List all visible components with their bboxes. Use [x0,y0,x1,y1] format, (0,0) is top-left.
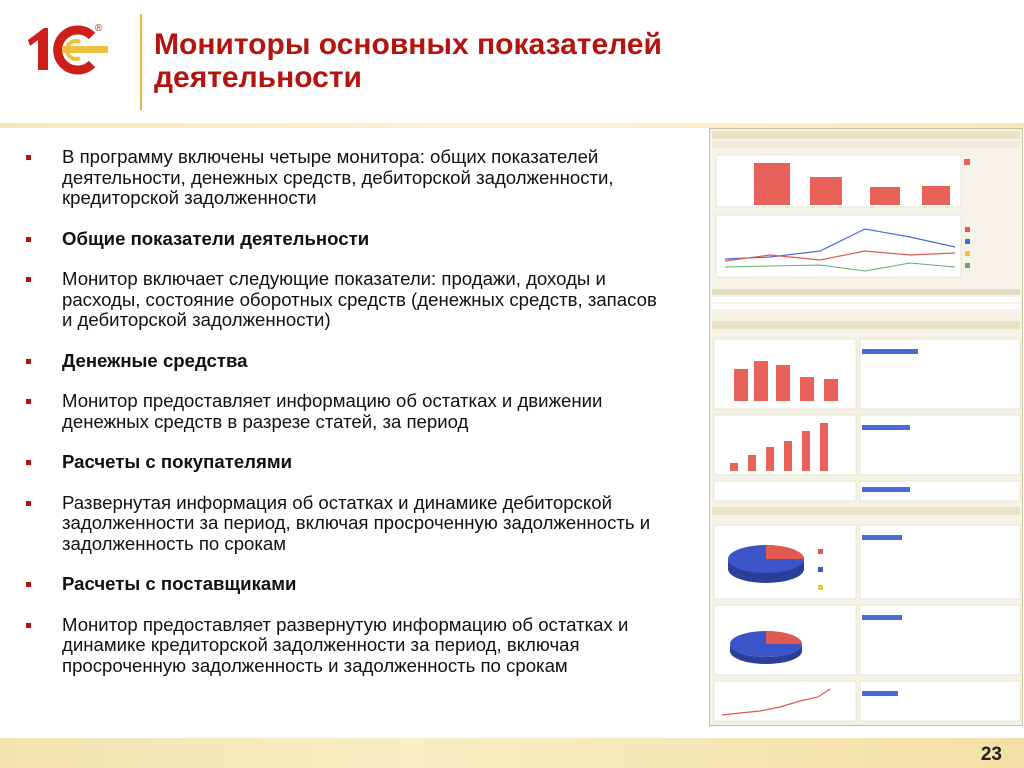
bullet-square-icon [26,501,31,506]
bullet-square-icon [26,623,31,628]
bullet-square-icon [26,582,31,587]
bullet-text: Расчеты с поставщиками [62,573,297,594]
bullet-text: Общие показатели деятельности [62,227,370,249]
bullet-item [22,391,662,432]
bullet-square-icon [26,399,31,404]
bullet-item [22,493,662,555]
bullet-square-icon [26,460,31,465]
bullet-list [22,147,662,676]
bullet-item [22,574,662,595]
bullet-square-icon [26,237,31,242]
bullet-square-icon [26,155,31,160]
receivables-aging-pie [730,631,802,664]
footer-band [0,738,1024,768]
receivables-pie-chart [728,545,804,583]
bullet-text: В программу включены четыре монитора: общих показателей деятельности, денежных средств, дебиторской задолженности, кредиторской задолженности [62,146,614,208]
bullet-square-icon [26,277,31,282]
bullet-text: Монитор предоставляет информацию об остатках и движении денежных средств в разрезе статей, за период [62,390,603,432]
title-line-2: деятельности [154,61,362,94]
bullet-text: Расчеты с покупателями [62,451,293,472]
logo-registered-mark: ® [95,23,103,34]
logo-1c [18,22,118,76]
title-divider [140,14,142,110]
bullet-item [22,452,662,473]
bullet-text: Денежные средства [62,349,248,371]
bullet-item [22,147,662,209]
bullet-square-icon [26,359,31,364]
bullet-text: Монитор включает следующие показатели: продажи, доходы и расходы, состояние оборотных средств (денежных средств, запасов и дебиторской задолженности) [62,268,657,330]
page-number: 23 [980,744,1002,765]
bullet-item [22,269,662,331]
bullet-item [22,351,662,372]
bullet-item [22,615,662,677]
bullet-item [22,229,662,250]
bullet-text: Монитор предоставляет развернутую информацию об остатках и динамике кредиторской задолженности за период, включая просроченную задолженность и задолженность по срокам [62,613,629,676]
monitor-screenshot [709,128,1023,726]
bullet-text: Развернутая информация об остатках и динамике дебиторской задолженности за период, включая просроченную задолженность и задолженность по срокам [62,491,651,554]
title-line-1: Мониторы основных показателей [154,28,662,61]
page-title [154,28,754,94]
